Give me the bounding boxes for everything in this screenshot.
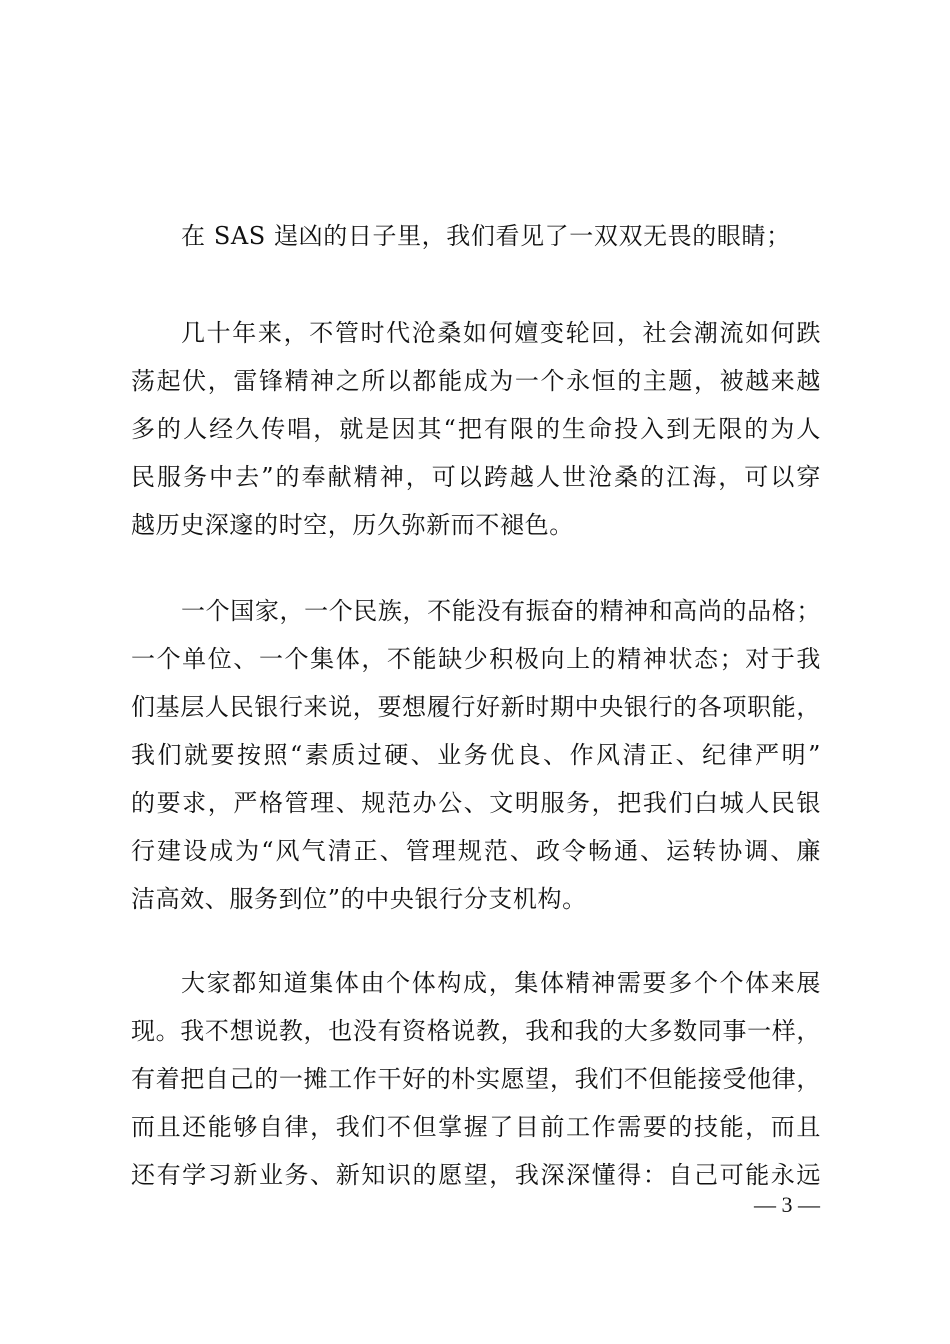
paragraph-4-line-1: 大家都知道集体由个体构成，集体精神需要多个个体来展 xyxy=(181,969,821,997)
paragraph-3-line-4: 我们就要按照“素质过硬、业务优良、作风清正、纪律严明” xyxy=(131,741,821,769)
paragraph-2-line-1: 几十年来，不管时代沧桑如何嬗变轮回，社会潮流如何跌 xyxy=(181,319,821,347)
paragraph-3-line-2: 一个单位、一个集体，不能缺少积极向上的精神状态；对于我 xyxy=(131,645,821,673)
paragraph-4-line-2: 现。我不想说教，也没有资格说教，我和我的大多数同事一样， xyxy=(131,1017,821,1045)
paragraph-3-line-7: 洁高效、服务到位”的中央银行分支机构。 xyxy=(131,885,587,913)
paragraph-3-line-1: 一个国家，一个民族，不能没有振奋的精神和高尚的品格； xyxy=(181,597,821,625)
paragraph-2-line-5: 越历史深邃的时空，历久弥新而不褪色。 xyxy=(131,511,574,539)
paragraph-2-line-2: 荡起伏，雷锋精神之所以都能成为一个永恒的主题，被越来越 xyxy=(131,367,821,395)
paragraph-2-line-3: 多的人经久传唱，就是因其“把有限的生命投入到无限的为人 xyxy=(131,415,821,443)
paragraph-3-line-5: 的要求，严格管理、规范办公、文明服务，把我们白城人民银 xyxy=(131,789,821,817)
paragraph-1-line-1: 在 SAS 逞凶的日子里，我们看见了一双双无畏的眼睛； xyxy=(181,222,791,250)
paragraph-3-line-6: 行建设成为“风气清正、管理规范、政令畅通、运转协调、廉 xyxy=(131,837,821,865)
paragraph-4-line-4: 而且还能够自律，我们不但掌握了目前工作需要的技能，而且 xyxy=(131,1113,821,1141)
paragraph-4-line-5: 还有学习新业务、新知识的愿望，我深深懂得：自己可能永远 xyxy=(131,1161,821,1189)
paragraph-2-line-4: 民服务中去”的奉献精神，可以跨越人世沧桑的江海，可以穿 xyxy=(131,463,821,491)
paragraph-4-line-3: 有着把自己的一摊工作干好的朴实愿望，我们不但能接受他律， xyxy=(131,1065,821,1093)
paragraph-3-line-3: 们基层人民银行来说，要想履行好新时期中央银行的各项职能， xyxy=(131,693,821,721)
page-number: — 3 — xyxy=(754,1192,820,1217)
